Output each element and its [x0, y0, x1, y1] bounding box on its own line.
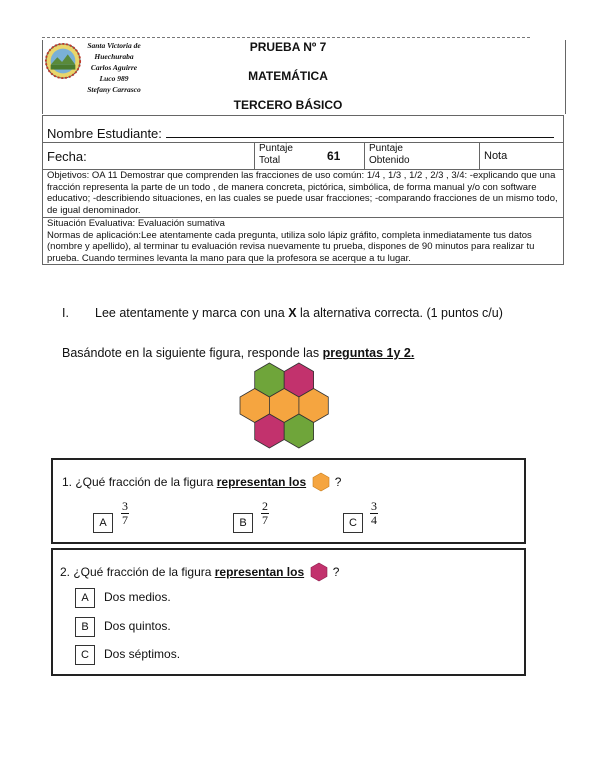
obtained-score-label: Puntaje Obtenido: [369, 143, 410, 166]
q2-option-a-text: Dos medios.: [104, 590, 171, 604]
q1-option-a-fraction: [121, 500, 129, 527]
q2-option-c-text: Dos séptimos.: [104, 647, 181, 661]
student-info-table: [42, 115, 564, 265]
orange-hexagon-icon: [311, 472, 331, 492]
q2-option-b-text: Dos quintos.: [104, 619, 171, 633]
school-line: Stefany Carrasco: [87, 85, 141, 94]
situation-text: Situación Evaluativa: Evaluación sumativa: [47, 218, 225, 229]
rules-text: Normas de aplicación:Lee atentamente cada pregunta, utiliza solo lápiz gráfito, completa inmediatamente tus datos (nombre y apellido), al terminar tu evaluación revisa nuevamente tu prueba, dispones de 90 minutos para realizar tu prueba. Cuando termines levanta la mano para que la profesora se acerque a tu lugar.: [47, 229, 535, 264]
instruction-text: Lee atentamente y marca con una: [95, 306, 289, 320]
questions-reference: preguntas 1y 2.: [322, 346, 415, 360]
question-2-emphasis: representan los: [214, 565, 305, 579]
question-1-suffix: ?: [331, 475, 342, 489]
objectives-cell: [43, 170, 564, 218]
q1-b-denominator: 7: [262, 513, 268, 527]
school-line: Luco 989: [99, 74, 129, 83]
question-2-text: [60, 562, 339, 582]
figure-instruction-text: Basándote en la siguiente figura, responde las: [62, 346, 323, 360]
question-2-prefix: 2. ¿Qué fracción de la figura: [60, 565, 215, 579]
student-name-line[interactable]: [166, 126, 554, 138]
school-line: Huechuraba: [94, 52, 134, 61]
test-title: PRUEBA Nº 7: [249, 40, 327, 54]
header-top-rule: [42, 37, 530, 38]
section-instruction: [95, 306, 503, 320]
date-cell[interactable]: [43, 143, 255, 170]
student-name-cell[interactable]: [43, 116, 564, 143]
q1-option-b-fraction: [261, 500, 269, 527]
total-score-cell: [255, 143, 365, 170]
question-1-prefix: 1. ¿Qué fracción de la figura: [62, 475, 217, 489]
instruction-x: X: [288, 306, 297, 320]
question-2-box: [51, 548, 526, 676]
date-label: Fecha:: [47, 148, 87, 164]
grade-cell[interactable]: [480, 143, 564, 170]
q1-option-c-box[interactable]: C: [343, 513, 363, 533]
hexagon-figure: [238, 362, 338, 454]
grade-title: TERCERO BÁSICO: [233, 98, 343, 112]
obtained-score-cell[interactable]: [365, 143, 480, 170]
school-line: Santa Victoria de: [87, 41, 141, 50]
q1-c-denominator: 4: [371, 513, 377, 527]
q1-a-numerator: 3: [122, 499, 128, 513]
q2-option-a-box[interactable]: A: [75, 588, 95, 608]
total-score-value: 61: [327, 149, 341, 163]
q1-c-numerator: 3: [371, 499, 377, 513]
question-1-text: [62, 472, 341, 492]
q2-option-b-box[interactable]: B: [75, 617, 95, 637]
question-1-emphasis: representan los: [216, 475, 307, 489]
magenta-hexagon-icon: [309, 562, 329, 582]
q1-a-denominator: 7: [122, 513, 128, 527]
figure-instruction: [62, 346, 414, 360]
student-name-label: Nombre Estudiante:: [47, 126, 162, 141]
school-logo-icon: [44, 42, 82, 80]
question-1-box: [51, 458, 526, 544]
q1-option-c-fraction: [370, 500, 378, 527]
total-score-label: Puntaje Total: [259, 143, 293, 166]
q1-option-b-box[interactable]: B: [233, 513, 253, 533]
school-info: [78, 40, 150, 95]
situation-cell: [43, 218, 564, 265]
question-2-suffix: ?: [329, 565, 340, 579]
q1-b-numerator: 2: [262, 499, 268, 513]
grade-label: Nota: [484, 150, 508, 162]
subject-title: MATEMÁTICA: [248, 69, 328, 83]
q2-option-c-box[interactable]: C: [75, 645, 95, 665]
q1-option-a-box[interactable]: A: [93, 513, 113, 533]
section-numeral: I.: [62, 306, 69, 320]
school-line: Carlos Aguirre: [90, 63, 138, 72]
instruction-text-end: la alternativa correcta. (1 puntos c/u): [296, 306, 503, 320]
objectives-text: Objetivos: OA 11 Demostrar que comprenden las fracciones de uso común: 1/4 , 1/3 , 1/2 , 2/3 , 3/4: -explicando que una fracción representa la parte de un todo , de manera concreta, pictórica, simbólica, de forma manual y/o con software educativo; -describiendo situaciones, en las cuales se puede usar fracciones; -comparando fracciones de un mismo todo, de igual denominador.: [47, 170, 558, 216]
